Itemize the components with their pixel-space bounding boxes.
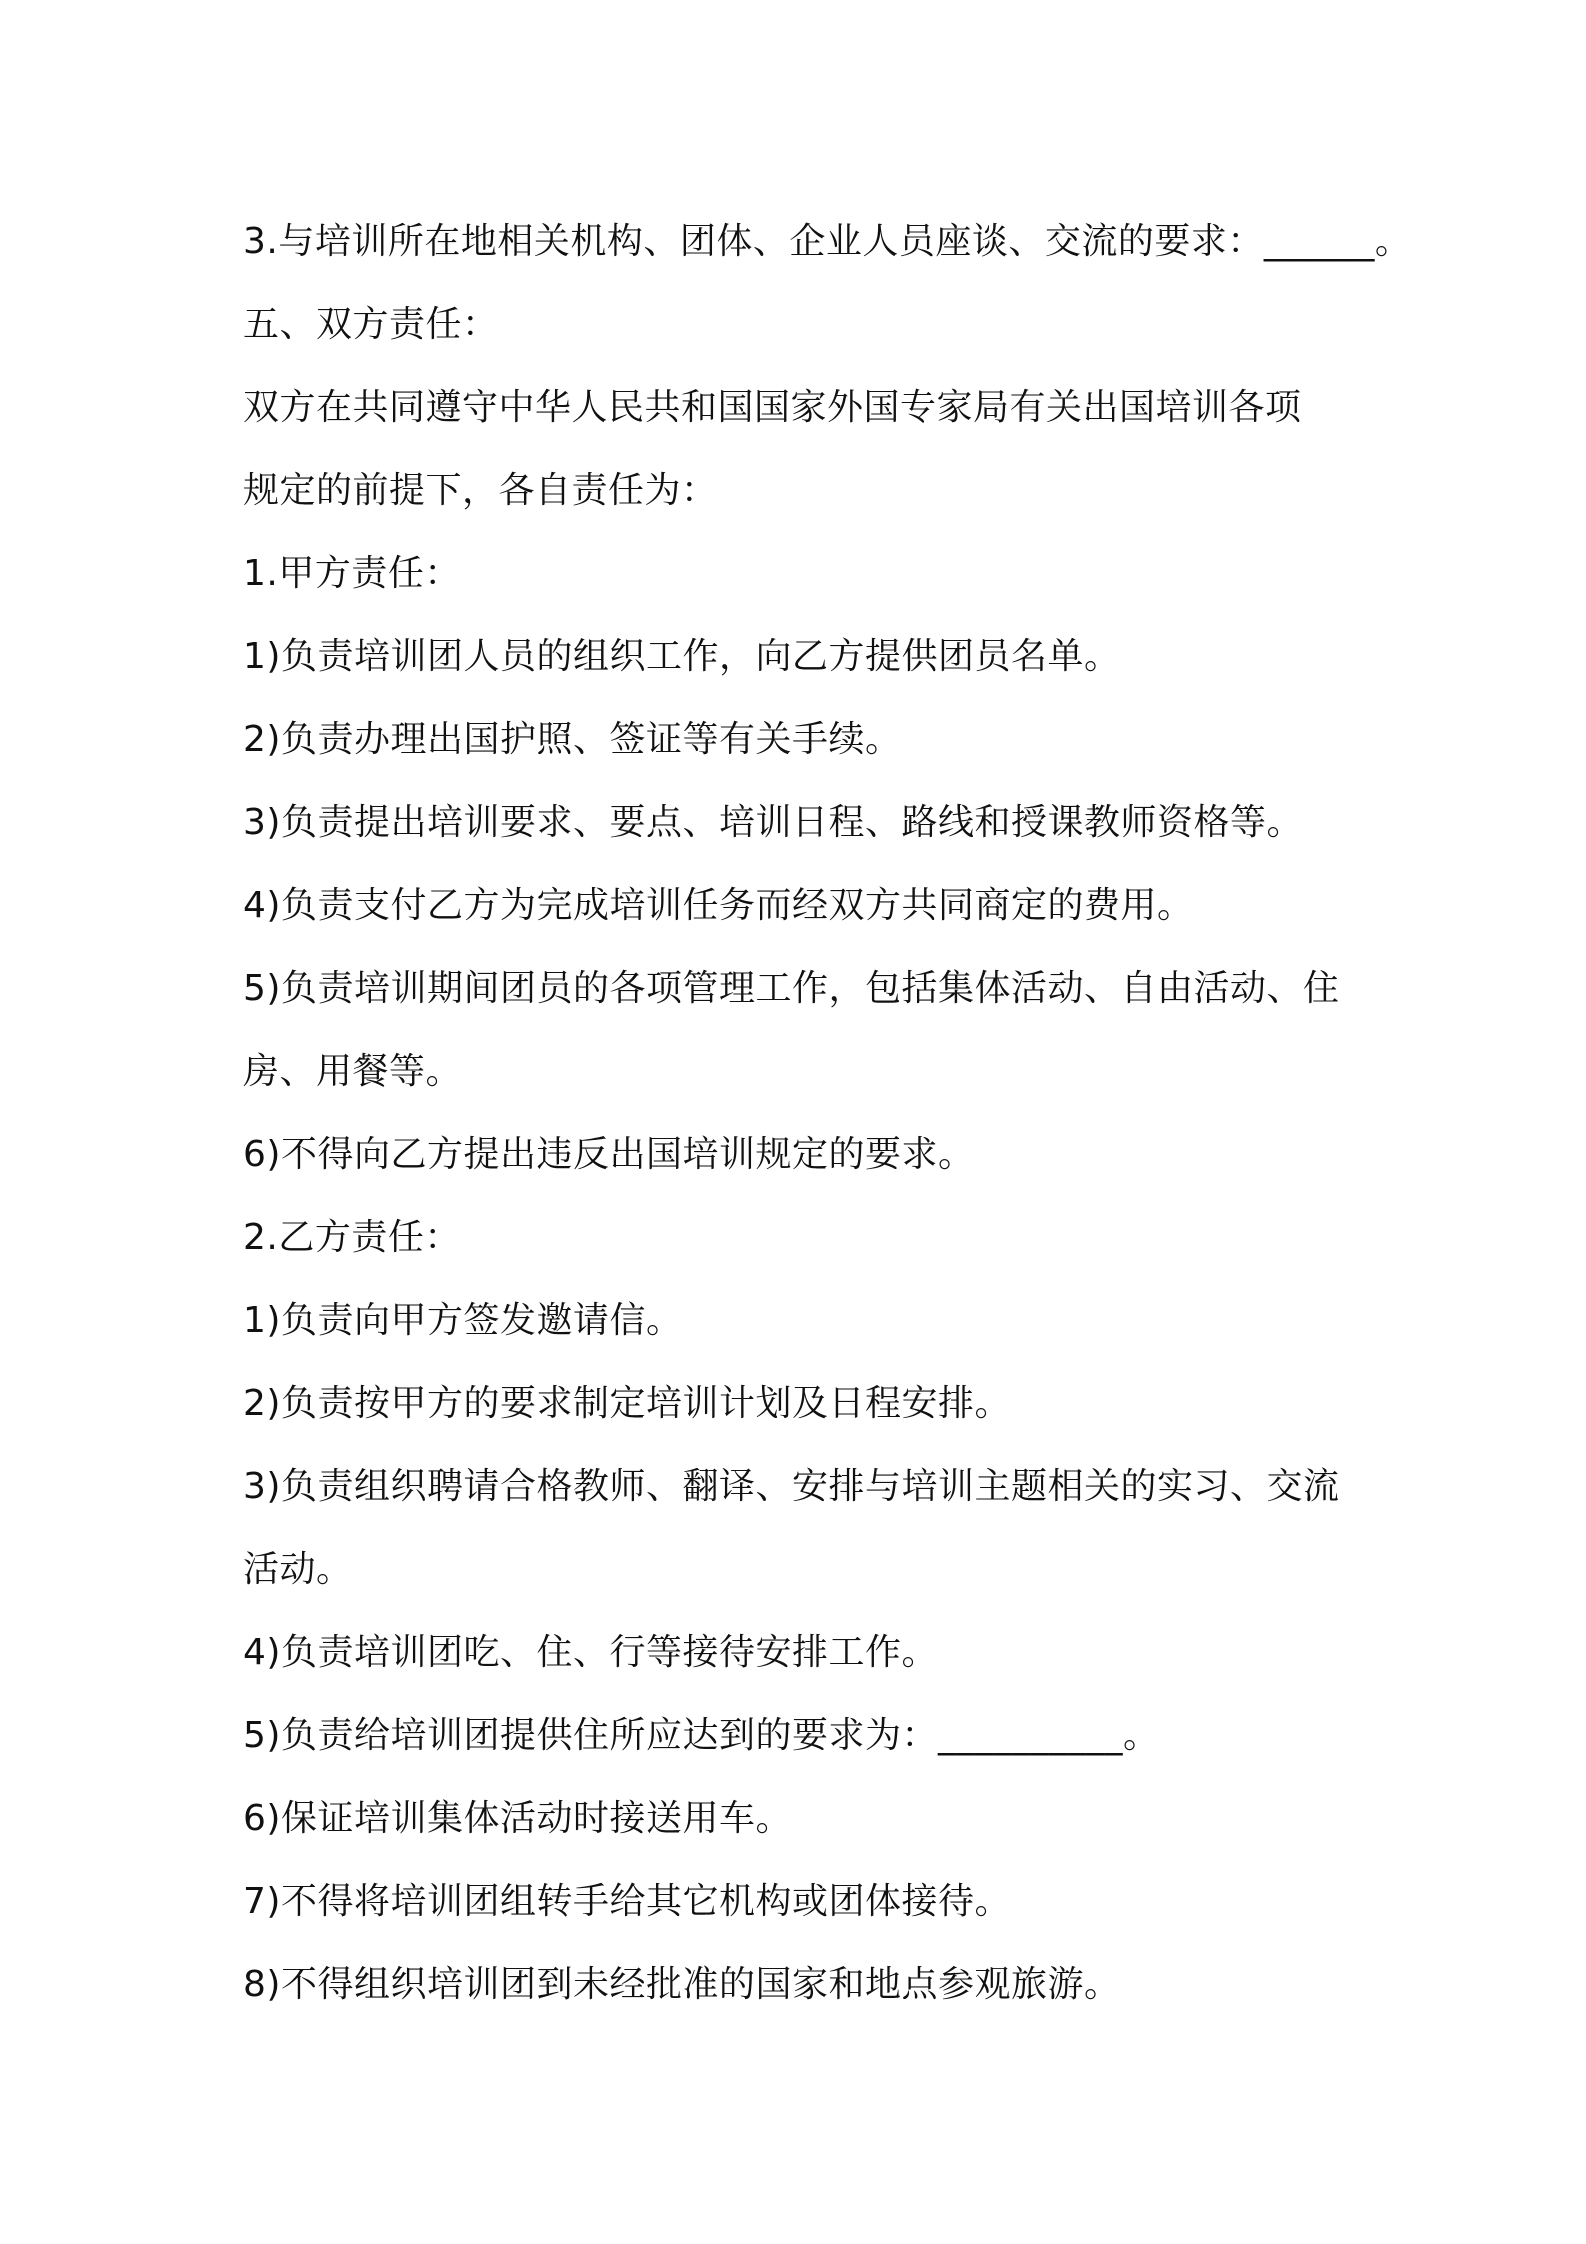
party-b-item-8: 8)不得组织培训团到未经批准的国家和地点参观旅游。 <box>243 1964 1121 2005</box>
party-a-item-3: 3)负责提出培训要求、要点、培训日程、路线和授课教师资格等。 <box>243 802 1303 843</box>
party-a-item-5: 5)负责培训期间团员的各项管理工作，包括集体活动、自由活动、住 <box>243 968 1340 1009</box>
party-a-item-2: 2)负责办理出国护照、签证等有关手续。 <box>243 719 902 760</box>
party-b-item-6: 6)保证培训集体活动时接送用车。 <box>243 1798 792 1839</box>
party-b-item-4: 4)负责培训团吃、住、行等接待安排工作。 <box>243 1632 938 1673</box>
document-body <box>243 200 1412 2026</box>
party-a-item-1: 1)负责培训团人员的组织工作，向乙方提供团员名单。 <box>243 636 1121 677</box>
party-a-item-4: 4)负责支付乙方为完成培训任务而经双方共同商定的费用。 <box>243 885 1194 926</box>
clause-item-3-meeting-requirements: 3.与培训所在地相关机构、团体、企业人员座谈、交流的要求：______。 <box>243 221 1412 262</box>
subheading-party-b-responsibilities: 2.乙方责任： <box>243 1217 461 1258</box>
party-a-item-6: 6)不得向乙方提出违反出国培训规定的要求。 <box>243 1134 975 1175</box>
section-heading-mutual-responsibilities: 五、双方责任： <box>243 304 499 345</box>
paragraph-line: 双方在共同遵守中华人民共和国国家外国专家局有关出国培训各项 <box>243 387 1302 428</box>
party-b-item-3: 3)负责组织聘请合格教师、翻译、安排与培训主题相关的实习、交流 <box>243 1466 1340 1507</box>
party-b-item-7: 7)不得将培训团组转手给其它机构或团体接待。 <box>243 1881 1011 1922</box>
party-b-item-2: 2)负责按甲方的要求制定培训计划及日程安排。 <box>243 1383 1011 1424</box>
paragraph-line: 规定的前提下，各自责任为： <box>243 470 718 511</box>
party-b-item-1: 1)负责向甲方签发邀请信。 <box>243 1300 683 1341</box>
party-b-item-3-continued: 活动。 <box>243 1549 353 1590</box>
subheading-party-a-responsibilities: 1.甲方责任： <box>243 553 461 594</box>
party-a-item-5-continued: 房、用餐等。 <box>243 1051 463 1092</box>
party-b-item-5: 5)负责给培训团提供住所应达到的要求为：__________。 <box>243 1715 1160 1756</box>
